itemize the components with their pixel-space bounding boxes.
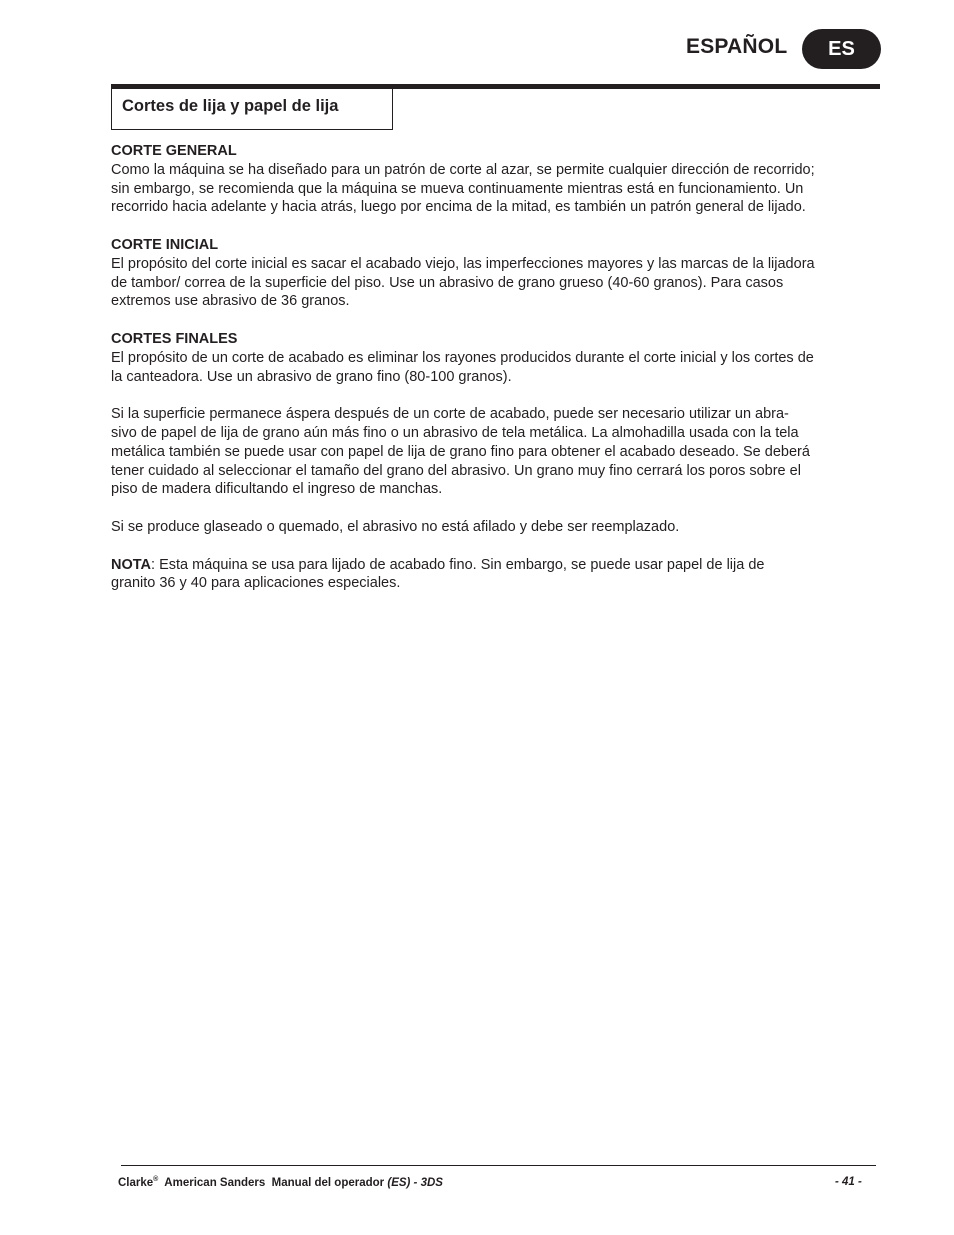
section-title: Cortes de lija y papel de lija bbox=[122, 97, 339, 115]
footer-manual-title bbox=[118, 1176, 443, 1189]
note-text: : Esta máquina se usa para lijado de acabado fino. Sin embargo, se puede usar papel de lija de bbox=[151, 556, 765, 573]
text-line: metálica también se puede usar con papel de lija de grano fino para obtener el acabado deseado. Se deberá bbox=[111, 443, 810, 460]
text-line: de tambor/ correa de la superficie del piso. Use un abrasivo de grano grueso (40-60 granos). Para casos bbox=[111, 274, 784, 291]
text-line: extremos use abrasivo de 36 granos. bbox=[111, 293, 350, 310]
heading-cortes-finales: CORTES FINALES bbox=[111, 330, 238, 347]
text-line: piso de madera dificultando el ingreso de manchas. bbox=[111, 481, 443, 498]
text-line: la canteadora. Use un abrasivo de grano fino (80-100 granos). bbox=[111, 368, 512, 385]
page-content bbox=[111, 142, 876, 593]
registered-mark: ® bbox=[153, 1176, 159, 1183]
text-line: sin embargo, se recomienda que la máquina se mueva continuamente mientras está en funcionamiento. Un bbox=[111, 180, 804, 197]
text-line: granito 36 y 40 para aplicaciones especiales. bbox=[111, 575, 401, 592]
page-number: - 41 - bbox=[835, 1176, 862, 1188]
text-line: El propósito del corte inicial es sacar el acabado viejo, las imperfecciones mayores y las marcas de la lijadora bbox=[111, 255, 815, 272]
language-label: ESPAÑOL bbox=[686, 35, 788, 58]
footer-model: (ES) - 3DS bbox=[387, 1176, 443, 1189]
note-label: NOTA bbox=[111, 556, 152, 573]
text-line: tener cuidado al seleccionar el tamaño del grano del abrasivo. Un grano muy fino cerrará los poros sobre el bbox=[111, 462, 801, 479]
footer-text: American Sanders Manual del operador bbox=[158, 1176, 388, 1189]
footer-rule bbox=[121, 1165, 876, 1166]
text-line: Si la superficie permanece áspera después de un corte de acabado, puede ser necesario utilizar un abra- bbox=[111, 406, 789, 423]
section-title-box bbox=[111, 87, 393, 130]
text-line: sivo de papel de lija de grano aún más fino o un abrasivo de tela metálica. La almohadilla usada con la tela bbox=[111, 424, 799, 441]
glazing-paragraph: Si se produce glaseado o quemado, el abrasivo no está afilado y debe ser reemplazado. bbox=[111, 518, 680, 535]
text-line: Como la máquina se ha diseñado para un patrón de corte al azar, se permite cualquier dirección de recorrido; bbox=[111, 161, 815, 178]
text-line: El propósito de un corte de acabado es eliminar los rayones producidos durante el corte inicial y los cortes de bbox=[111, 349, 814, 366]
note-paragraph bbox=[111, 556, 876, 575]
text-line: recorrido hacia adelante y hacia atrás, luego por encima de la mitad, es también un patrón general de lijado. bbox=[111, 199, 806, 216]
heading-corte-inicial: CORTE INICIAL bbox=[111, 236, 219, 253]
heading-corte-general: CORTE GENERAL bbox=[111, 143, 237, 159]
footer-brand: Clarke bbox=[118, 1176, 154, 1189]
language-badge: ES bbox=[802, 29, 881, 69]
